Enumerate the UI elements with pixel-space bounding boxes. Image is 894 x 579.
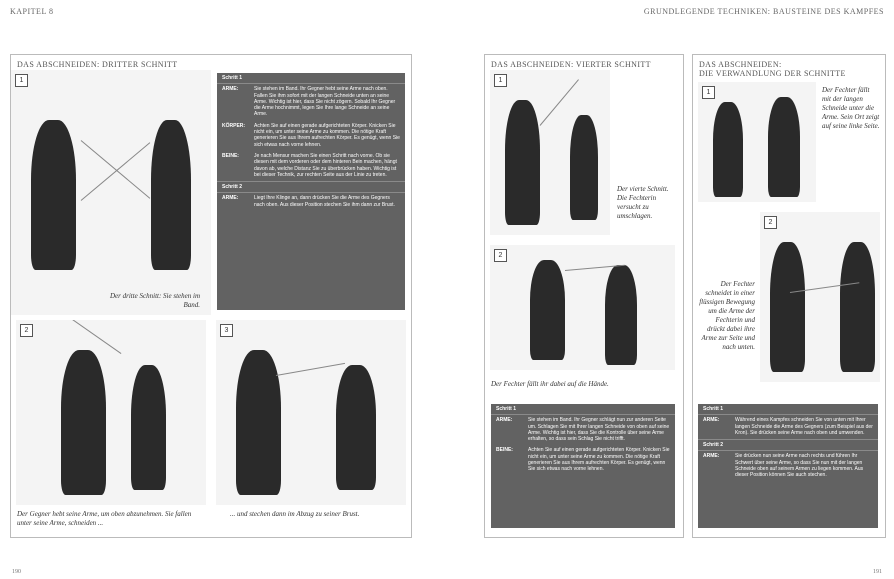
- sword: [81, 142, 151, 201]
- box-row: [217, 84, 405, 120]
- fencer-figure: [770, 242, 805, 372]
- sword: [540, 79, 579, 126]
- box-row: [491, 445, 675, 475]
- page-number-left: 190: [12, 569, 21, 575]
- photo-2-left: [16, 320, 206, 505]
- row-label: ARME:: [222, 86, 239, 93]
- row-label: ARME:: [703, 417, 720, 424]
- box-step-heading: Schritt 1: [491, 404, 675, 415]
- row-text: Liegt Ihre Klinge an, dann drücken Sie die Arme des Gegners nach oben. Aus dieser Position stechen Sie ihm dann zur Brust.: [254, 195, 395, 208]
- right-section-title-a: DAS ABSCHNEIDEN: VIERTER SCHNITT: [491, 60, 651, 69]
- fencer-figure: [131, 365, 166, 490]
- fencer-figure: [768, 97, 800, 197]
- fencer-figure: [505, 100, 540, 225]
- photo-number: 1: [702, 86, 715, 99]
- photo-2-right-a-caption: Der Fechter fällt ihr dabei auf die Hände.: [491, 380, 609, 388]
- fencer-figure: [713, 102, 743, 197]
- fencer-figure: [605, 265, 637, 365]
- running-header-right: GRUNDLEGENDE TECHNIKEN: BAUSTEINE DES KAMPFES: [643, 7, 884, 16]
- fencer-figure: [151, 120, 191, 270]
- photo-number: 3: [220, 324, 233, 337]
- right-instruction-box-b: [698, 404, 878, 528]
- row-label: ARME:: [703, 453, 720, 460]
- row-text: Während eines Kampfes schneiden Sie von unten mit Ihrer langen Schneide die Arme des Gegners (zum Beispiel aus der Kron). Sie drücken seine Arme nach oben und umwenden.: [735, 417, 873, 436]
- fencer-figure: [530, 260, 565, 360]
- photo-number: 1: [15, 74, 28, 87]
- box-step-heading: Schritt 1: [217, 73, 405, 84]
- photo-number: 2: [494, 249, 507, 262]
- photo-3-caption: ... und stechen dann im Abzug zu seiner Brust.: [230, 510, 360, 518]
- row-text: Je nach Mensur machen Sie einen Schritt nach vorne. Ob sie diesen mit dem vorderen oder dem hinteren Bein machen, hängt davon ab, welche Distanz Sie zu überbrücken haben. Wichtig ist bei dieser Technik, zur rechten Seite aus der Linie zu treten.: [254, 152, 397, 178]
- fencer-figure: [570, 115, 598, 220]
- photo-number: 1: [494, 74, 507, 87]
- row-label: ARME:: [496, 417, 513, 424]
- photo-1-caption: Der dritte Schnitt: Sie stehen im Band.: [109, 292, 200, 309]
- box-row: [217, 193, 405, 211]
- page-number-right: 191: [873, 569, 882, 575]
- box-step-heading: Schritt 2: [217, 181, 405, 193]
- running-header-left: KAPITEL 8: [10, 7, 54, 16]
- photo-2-right-b-caption: Der Fechter schneidet in einer flüssigen Bewegung um die Arme der Fechterin und drückt dabei ihre Arme zur Seite und nach unten.: [699, 280, 755, 351]
- left-section-title: DAS ABSCHNEIDEN: DRITTER SCHNITT: [17, 60, 178, 69]
- left-instruction-box: [217, 73, 405, 310]
- row-label: KÖRPER:: [222, 122, 246, 129]
- right-section-title-b2: DIE VERWANDLUNG DER SCHNITTE: [699, 69, 846, 78]
- photo-1-right-a: [490, 70, 610, 235]
- row-label: BEINE:: [222, 152, 239, 159]
- photo-1-left: [11, 70, 211, 315]
- right-instruction-box-a: [491, 404, 675, 528]
- photo-2-right-a: [490, 245, 675, 370]
- fencer-figure: [236, 350, 281, 495]
- row-label: BEINE:: [496, 447, 513, 454]
- box-row: [698, 415, 878, 439]
- box-step-heading: Schritt 2: [698, 439, 878, 451]
- photo-2-caption: Der Gegner hebt seine Arme, um oben abzunehmen. Sie fallen unter seine Arme, schneiden ...: [17, 510, 192, 527]
- fencer-figure: [61, 350, 106, 495]
- sword: [276, 363, 345, 376]
- row-text: Sie stehen im Band. Ihr Gegner schlägt nun zur anderen Seite um. Schlagen Sie mit Ihrer langen Schneide von oben auf seine Arme. Wichtig ist hier, dass Sie die Kontrolle über seine Arme erhalten, so dass sein Schlag Sie nicht trifft.: [528, 417, 670, 443]
- photo-1-right-b-caption: Der Fechter fällt mit der langen Schneide unter die Arme. Sein Ort zeigt auf seine linke Seite.: [822, 86, 880, 130]
- row-label: ARME:: [222, 195, 239, 202]
- sword: [31, 320, 122, 354]
- row-text: Achten Sie auf einen gerade aufgerichteten Körper. Knicken Sie nicht ein, um unter seine Arme zu kommen. Die nötige Kraft generieren Sie aus Ihrem aufrechten Körper. Es genügt, wenn Sie sich etwas nach vorne lehnen.: [528, 447, 670, 473]
- photo-1-right-b: [698, 82, 816, 202]
- photo-2-right-b: [760, 212, 880, 382]
- fencer-figure: [336, 365, 376, 490]
- box-row: [491, 415, 675, 445]
- box-step-heading: Schritt 1: [698, 404, 878, 415]
- row-text: Sie stehen im Band. Ihr Gegner hebt seine Arme nach oben. Fallen Sie ihm sofort mit der langen Schneide unten an seine Arme. Wichtig ist hier, dass Sie nicht zögern. Sobald Ihr Gegner die Arme hochnimmt, legen Sie Ihre lange Schneide an seine Arme.: [254, 86, 396, 118]
- box-row: [217, 121, 405, 151]
- fencer-figure: [840, 242, 875, 372]
- photo-number: 2: [764, 216, 777, 229]
- box-row: [698, 451, 878, 481]
- photo-3-left: [216, 320, 406, 505]
- box-row: [217, 151, 405, 181]
- right-section-title-b1: DAS ABSCHNEIDEN:: [699, 60, 782, 69]
- photo-number: 2: [20, 324, 33, 337]
- row-text: Achten Sie auf einen gerade aufgerichteten Körper. Knicken Sie nicht ein, um unter seine Arme zu kommen. Die nötige Kraft generieren Sie aus Ihrem aufrechten Körper. Es genügt, wenn Sie sich etwas nach vorne lehnen.: [254, 122, 400, 148]
- fencer-figure: [31, 120, 76, 270]
- row-text: Sie drücken nun seine Arme nach rechts und führen Ihr Schwert über seine Arme, so dass Sie nun mit der langen Schneide oben auf seinem Armen zu liegen kommen. Aus dieser Position können Sie auch stechen.: [735, 453, 864, 479]
- photo-1-right-a-caption: Der vierte Schnitt. Die Fechterin versucht zu umschlagen.: [617, 185, 669, 220]
